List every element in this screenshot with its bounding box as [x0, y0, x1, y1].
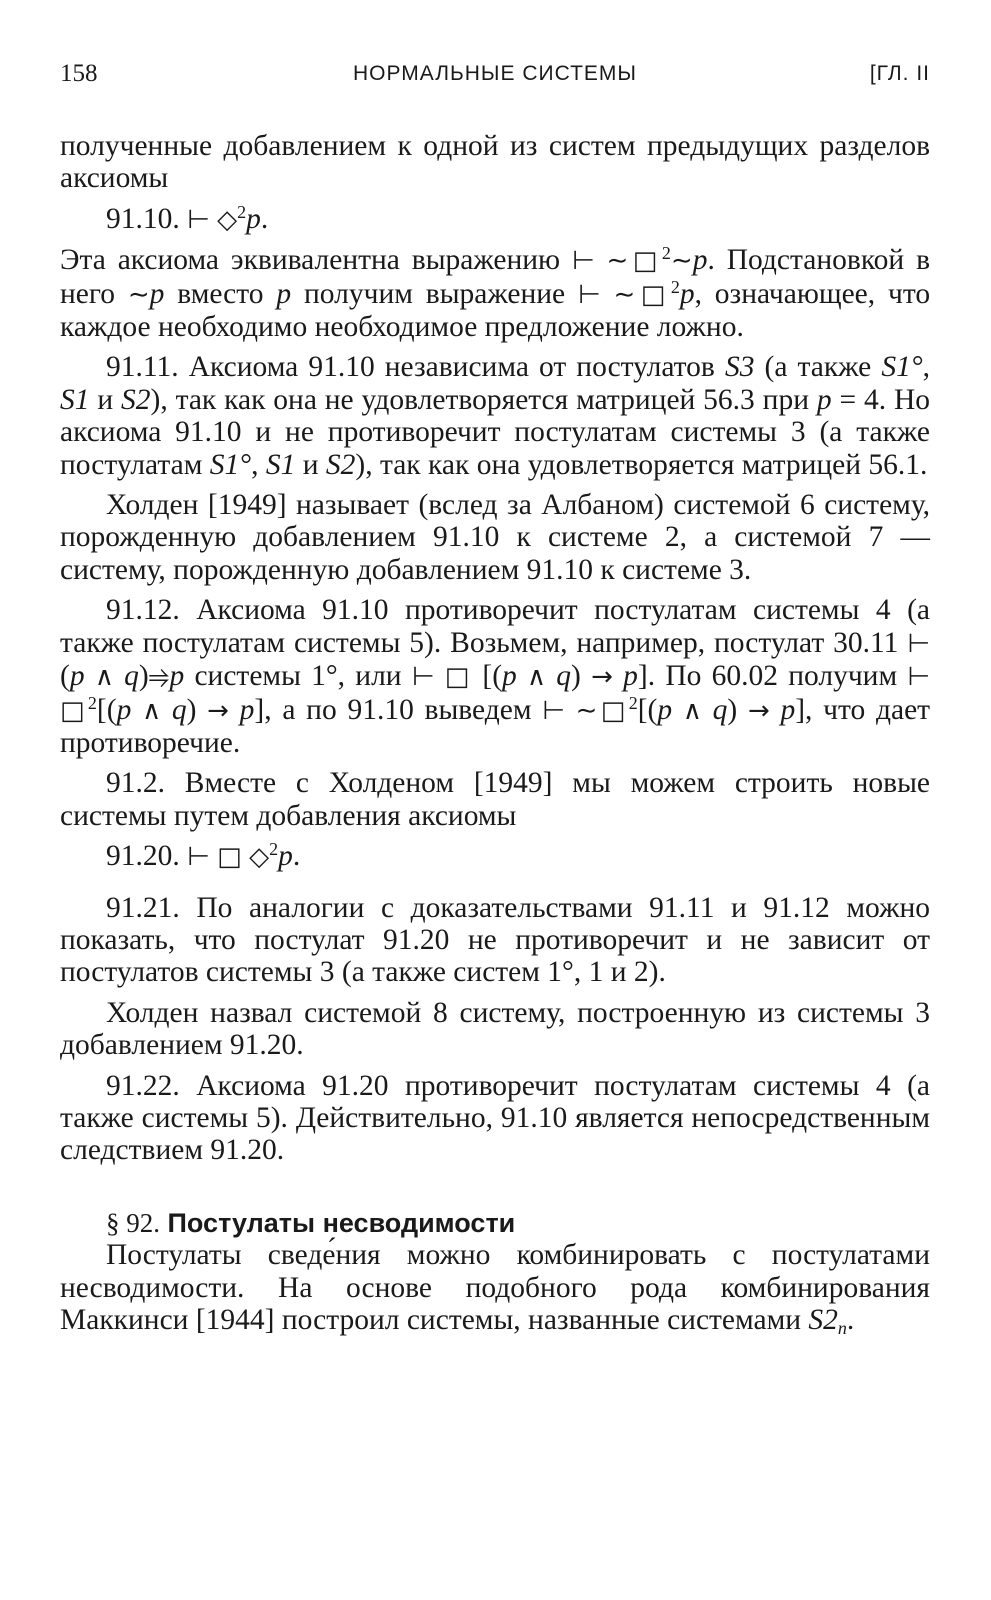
section-heading-92: § 92. Постулаты несводимости: [106, 1207, 516, 1238]
formula-91-20: 91.20. ⊢ □ ◇$^2$p.: [106, 839, 301, 873]
paragraph-equivalence: Эта аксиома эквивалентна выражению ⊢ ∼□$^2$∼p. Подстановкой в него ∼p вместо p получим выражение ⊢ ∼□$^2$p, означающее, что каждое необходимо необходимое предложение ложно.: [60, 243, 931, 344]
running-header: [60, 60, 930, 90]
page-body: [60, 130, 930, 1336]
formula-91-10: 91.10. ⊢ ◇$^2$p.: [106, 201, 269, 235]
paragraph-92-intro: Постулаты сведе́ния можно комбинировать с постулатами несводимости. На основе подобного рода комбинирования Маккинси [1944] построил системы, названные системами $S2_n$.: [60, 1239, 930, 1338]
chapter-marker: [ГЛ. II: [869, 62, 930, 85]
running-title: НОРМАЛЬНЫЕ СИСТЕМЫ: [352, 62, 638, 85]
paragraph-halden-8: Холден назвал системой 8 систему, построенную из системы 3 добавлением 91.20.: [60, 996, 930, 1062]
paragraph-intro: полученные добавлением к одной из систем предыдущих разделов аксиомы: [60, 130, 930, 195]
paragraph-91-2: 91.2. Вместе с Холденом [1949] мы можем строить новые системы путем добавления аксиомы: [60, 767, 930, 832]
paragraph-halden-6-7: Холден [1949] называет (вслед за Албаном) системой 6 систему, порожденную добавлением 91.10 к системе 2, а системой 7 — систему, порожденную добавлением 91.10 к системе 3.: [60, 489, 930, 586]
paragraph-91-21: 91.21. По аналогии с доказательствами 91.11 и 91.12 можно показать, что постулат 91.20 не противоречит и не зависит от постулатов системы 3 (а также систем 1°, 1 и 2).: [60, 891, 930, 989]
paragraph-91-12: 91.12. Аксиома 91.10 противоречит постулатам системы 4 (а также постулатам системы 5). Возьмем, например, постулат 30.11 ⊢ (p ∧ q)⥤p системы 1°, или ⊢ □ [(p ∧ q) → p]. По 60.02 получим ⊢ □$^2$[(p ∧ q) → p], а по 91.10 выведем ⊢ ∼□$^2$[(p ∧ q) → p], что дает противоречие.: [60, 594, 931, 759]
paragraph-91-11: 91.11. Аксиома 91.10 независима от постулатов S3 (а также S1°, S1 и S2), так как она не удовлетворяется матрицей 56.3 при p = 4. Но аксиома 91.10 и не противоречит постулатам системы 3 (а также постулатам S1°, S1 и S2), так как она удовлетворяется матрицей 56.1.: [60, 351, 931, 481]
page-number: 158: [60, 60, 98, 87]
paragraph-91-22: 91.22. Аксиома 91.20 противоречит постулатам системы 4 (а также системы 5). Действительно, 91.10 является непосредственным следствием 91.20.: [60, 1069, 930, 1167]
